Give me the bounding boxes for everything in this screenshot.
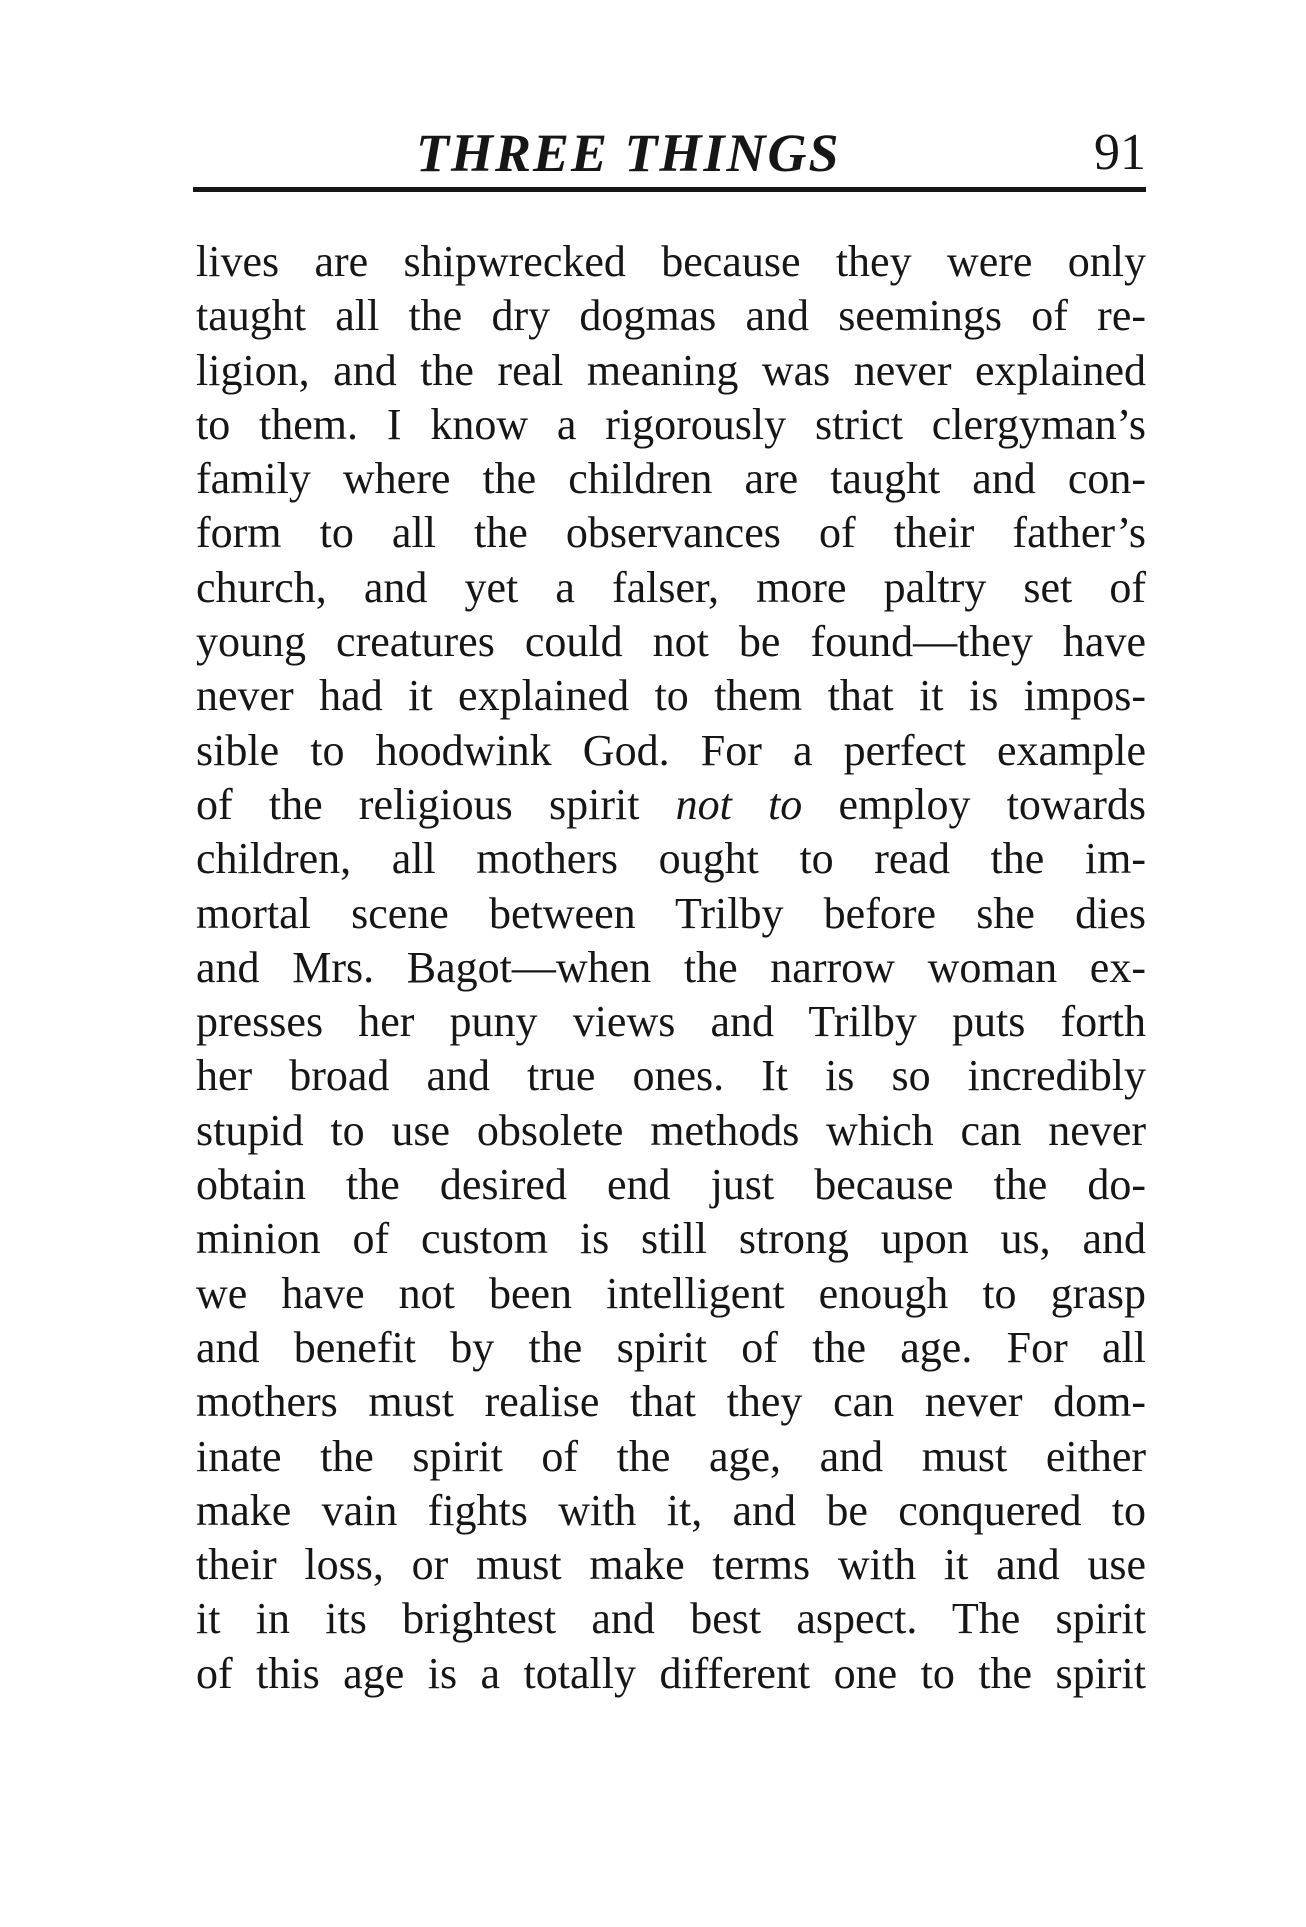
running-title: THREE THINGS: [416, 123, 841, 183]
text-line: family where the children are taught and con-: [196, 454, 1146, 504]
text-line: minion of custom is still strong upon us, and: [196, 1214, 1146, 1264]
text-line: obtain the desired end just because the do-: [196, 1160, 1146, 1210]
header-rule: [193, 187, 1146, 192]
text-line: her broad and true ones. It is so incredibly: [196, 1051, 1146, 1101]
text-line: ligion, and the real meaning was never explained: [196, 345, 1146, 395]
text-line: young creatures could not be found—they have: [196, 617, 1146, 667]
text-line: mortal scene between Trilby before she dies: [196, 888, 1146, 938]
page-header: [193, 118, 1146, 188]
text-line: stupid to use obsolete methods which can never: [196, 1105, 1146, 1155]
text-line: it in its brightest and best aspect. The spirit: [196, 1594, 1146, 1644]
text-line: and benefit by the spirit of the age. For all: [196, 1322, 1146, 1372]
text-line: we have not been intelligent enough to grasp: [196, 1268, 1146, 1318]
text-line: taught all the dry dogmas and seemings of re-: [196, 291, 1146, 341]
text-line: mothers must realise that they can never dom-: [196, 1377, 1146, 1427]
text-line: inate the spirit of the age, and must either: [196, 1431, 1146, 1481]
text-line: church, and yet a falser, more paltry set of: [196, 562, 1146, 612]
body-text: [196, 235, 1146, 1701]
page-number: 91: [1094, 124, 1146, 181]
text-line: their loss, or must make terms with it and use: [196, 1540, 1146, 1590]
text-line: make vain fights with it, and be conquered to: [196, 1485, 1146, 1535]
text-line: form to all the observances of their father’s: [196, 508, 1146, 558]
text-line: sible to hoodwink God. For a perfect example: [196, 725, 1146, 775]
text-line: presses her puny views and Trilby puts forth: [196, 997, 1146, 1047]
text-line: children, all mothers ought to read the im-: [196, 834, 1146, 884]
text-line: never had it explained to them that it is impos-: [196, 671, 1146, 721]
text-line: lives are shipwrecked because they were only: [196, 237, 1146, 286]
text-line: of this age is a totally different one to the spirit: [196, 1648, 1146, 1698]
text-segment: employ towards: [802, 779, 1146, 829]
italic-emphasis: not to: [675, 779, 803, 829]
text-segment: of the religious spirit: [196, 779, 676, 829]
text-line-with-italic: [196, 778, 1146, 832]
text-line: to them. I know a rigorously strict clergyman’s: [196, 399, 1146, 449]
text-line: and Mrs. Bagot—when the narrow woman ex-: [196, 942, 1146, 992]
